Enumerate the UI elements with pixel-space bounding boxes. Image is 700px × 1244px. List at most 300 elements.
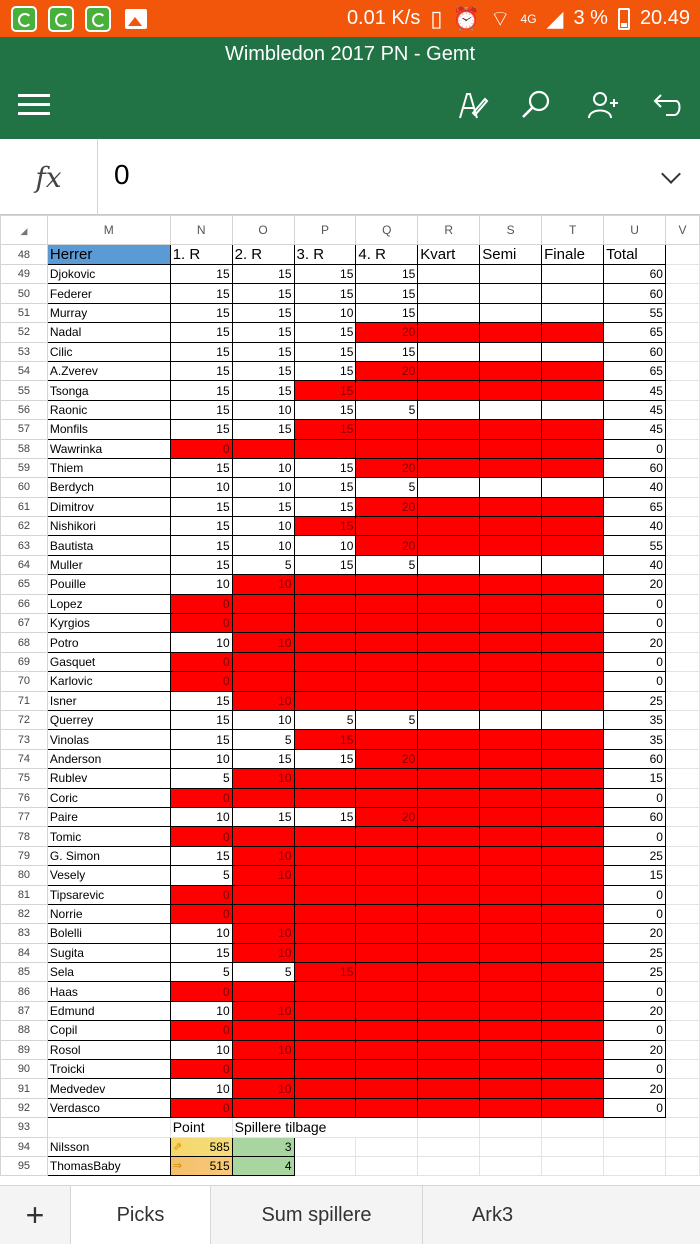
total-cell[interactable]: 45 <box>604 420 666 439</box>
formula-input[interactable]: 0 <box>114 159 130 190</box>
row-number[interactable]: 68 <box>1 633 48 652</box>
score-cell[interactable] <box>542 1001 604 1020</box>
score-cell[interactable]: 10 <box>170 807 232 826</box>
score-cell[interactable] <box>418 381 480 400</box>
score-cell[interactable] <box>480 1040 542 1059</box>
total-cell[interactable]: 15 <box>604 866 666 885</box>
score-cell[interactable] <box>418 555 480 574</box>
player-name-cell[interactable]: Verdasco <box>47 1098 170 1117</box>
empty-cell[interactable] <box>665 807 699 826</box>
score-cell[interactable]: 5 <box>356 555 418 574</box>
header-cell[interactable]: Finale <box>542 245 604 265</box>
score-cell[interactable]: 0 <box>170 982 232 1001</box>
player-name-cell[interactable]: Muller <box>47 555 170 574</box>
header-cell[interactable]: Total <box>604 245 666 265</box>
score-cell[interactable] <box>542 1040 604 1059</box>
row-number[interactable]: 74 <box>1 749 48 768</box>
total-cell[interactable]: 0 <box>604 594 666 613</box>
score-cell[interactable] <box>294 885 356 904</box>
total-cell[interactable]: 65 <box>604 323 666 342</box>
score-cell[interactable]: 15 <box>232 265 294 284</box>
empty-cell[interactable] <box>294 1156 356 1175</box>
empty-cell[interactable] <box>665 342 699 361</box>
score-cell[interactable] <box>356 517 418 536</box>
score-cell[interactable] <box>480 904 542 923</box>
header-cell[interactable]: 4. R <box>356 245 418 265</box>
score-cell[interactable] <box>480 1021 542 1040</box>
score-cell[interactable]: 5 <box>356 400 418 419</box>
score-cell[interactable]: 10 <box>232 478 294 497</box>
score-cell[interactable] <box>542 691 604 710</box>
total-cell[interactable]: 20 <box>604 1040 666 1059</box>
score-cell[interactable] <box>418 827 480 846</box>
score-cell[interactable] <box>542 633 604 652</box>
score-cell[interactable] <box>356 1001 418 1020</box>
score-cell[interactable] <box>480 400 542 419</box>
player-name-cell[interactable]: Berdych <box>47 478 170 497</box>
empty-cell[interactable] <box>604 1118 666 1137</box>
score-cell[interactable] <box>480 458 542 477</box>
share-user-icon[interactable] <box>582 85 622 125</box>
player-name-cell[interactable]: G. Simon <box>47 846 170 865</box>
empty-cell[interactable] <box>665 652 699 671</box>
players-left-cell[interactable]: 4 <box>232 1156 294 1175</box>
score-cell[interactable]: 0 <box>170 1060 232 1079</box>
empty-cell[interactable] <box>665 904 699 923</box>
score-cell[interactable] <box>480 536 542 555</box>
column-header[interactable]: T <box>542 216 604 245</box>
score-cell[interactable]: 5 <box>232 555 294 574</box>
empty-cell[interactable] <box>665 458 699 477</box>
score-cell[interactable] <box>480 633 542 652</box>
column-header[interactable]: N <box>170 216 232 245</box>
player-name-cell[interactable]: Nishikori <box>47 517 170 536</box>
player-name-cell[interactable]: Rublev <box>47 769 170 788</box>
score-cell[interactable]: 10 <box>232 517 294 536</box>
score-cell[interactable] <box>480 575 542 594</box>
empty-cell[interactable] <box>665 788 699 807</box>
empty-cell[interactable] <box>665 1021 699 1040</box>
total-cell[interactable]: 55 <box>604 303 666 322</box>
player-name-cell[interactable]: A.Zverev <box>47 361 170 380</box>
score-cell[interactable] <box>356 866 418 885</box>
empty-cell[interactable] <box>542 1137 604 1156</box>
score-cell[interactable]: 0 <box>170 1098 232 1117</box>
score-cell[interactable] <box>542 323 604 342</box>
score-cell[interactable]: 10 <box>232 866 294 885</box>
row-number[interactable]: 62 <box>1 517 48 536</box>
total-cell[interactable]: 0 <box>604 1098 666 1117</box>
score-cell[interactable] <box>232 1021 294 1040</box>
score-cell[interactable] <box>542 672 604 691</box>
score-cell[interactable] <box>542 1021 604 1040</box>
score-cell[interactable]: 15 <box>232 303 294 322</box>
score-cell[interactable] <box>294 1098 356 1117</box>
edit-icon[interactable] <box>453 85 493 125</box>
score-cell[interactable] <box>418 710 480 729</box>
score-cell[interactable] <box>542 749 604 768</box>
row-number[interactable]: 87 <box>1 1001 48 1020</box>
score-cell[interactable] <box>356 1079 418 1098</box>
score-cell[interactable] <box>418 420 480 439</box>
score-cell[interactable]: 5 <box>170 769 232 788</box>
empty-cell[interactable] <box>665 1001 699 1020</box>
empty-cell[interactable] <box>665 478 699 497</box>
score-cell[interactable] <box>480 284 542 303</box>
score-cell[interactable]: 15 <box>170 846 232 865</box>
player-name-cell[interactable]: Bautista <box>47 536 170 555</box>
player-name-cell[interactable]: Djokovic <box>47 265 170 284</box>
row-number[interactable]: 84 <box>1 943 48 962</box>
row-number[interactable]: 91 <box>1 1079 48 1098</box>
score-cell[interactable]: 15 <box>294 749 356 768</box>
score-cell[interactable]: 10 <box>232 769 294 788</box>
score-cell[interactable]: 15 <box>170 400 232 419</box>
score-cell[interactable] <box>418 807 480 826</box>
score-cell[interactable] <box>418 885 480 904</box>
row-number[interactable]: 75 <box>1 769 48 788</box>
score-cell[interactable] <box>294 769 356 788</box>
row-number[interactable]: 81 <box>1 885 48 904</box>
column-header[interactable]: M <box>47 216 170 245</box>
score-cell[interactable] <box>418 323 480 342</box>
score-cell[interactable] <box>294 982 356 1001</box>
score-cell[interactable]: 15 <box>294 265 356 284</box>
player-name-cell[interactable]: Sugita <box>47 943 170 962</box>
score-cell[interactable] <box>356 381 418 400</box>
empty-cell[interactable] <box>665 885 699 904</box>
empty-cell[interactable] <box>665 1098 699 1117</box>
score-cell[interactable] <box>542 769 604 788</box>
score-cell[interactable] <box>480 497 542 516</box>
score-cell[interactable] <box>294 614 356 633</box>
score-cell[interactable]: 15 <box>294 555 356 574</box>
player-name-cell[interactable]: Bolelli <box>47 924 170 943</box>
score-cell[interactable] <box>418 1040 480 1059</box>
score-cell[interactable]: 10 <box>232 924 294 943</box>
score-cell[interactable] <box>418 672 480 691</box>
score-cell[interactable] <box>232 672 294 691</box>
add-sheet-button[interactable]: + <box>25 1196 45 1233</box>
score-cell[interactable]: 15 <box>232 284 294 303</box>
score-cell[interactable] <box>480 885 542 904</box>
empty-cell[interactable] <box>665 691 699 710</box>
score-cell[interactable]: 15 <box>232 381 294 400</box>
score-cell[interactable]: 15 <box>294 284 356 303</box>
score-cell[interactable] <box>418 575 480 594</box>
empty-cell[interactable] <box>665 1137 699 1156</box>
score-cell[interactable]: 5 <box>170 866 232 885</box>
score-cell[interactable] <box>480 1079 542 1098</box>
empty-cell[interactable] <box>665 1060 699 1079</box>
player-name-cell[interactable]: Cilic <box>47 342 170 361</box>
total-cell[interactable]: 60 <box>604 284 666 303</box>
total-cell[interactable]: 0 <box>604 788 666 807</box>
empty-cell[interactable] <box>665 497 699 516</box>
empty-cell[interactable] <box>47 1118 170 1137</box>
score-cell[interactable]: 10 <box>232 458 294 477</box>
score-cell[interactable] <box>542 381 604 400</box>
row-number[interactable]: 57 <box>1 420 48 439</box>
score-cell[interactable] <box>356 924 418 943</box>
total-cell[interactable]: 35 <box>604 710 666 729</box>
player-name-cell[interactable]: Dimitrov <box>47 497 170 516</box>
score-cell[interactable] <box>294 1040 356 1059</box>
score-cell[interactable]: 10 <box>232 575 294 594</box>
score-cell[interactable] <box>356 846 418 865</box>
score-cell[interactable] <box>480 788 542 807</box>
score-cell[interactable]: 10 <box>232 633 294 652</box>
score-cell[interactable] <box>542 710 604 729</box>
undo-icon[interactable] <box>646 85 686 125</box>
empty-cell[interactable] <box>665 1156 699 1175</box>
empty-cell[interactable] <box>665 943 699 962</box>
total-cell[interactable]: 35 <box>604 730 666 749</box>
score-cell[interactable] <box>542 497 604 516</box>
row-number[interactable]: 70 <box>1 672 48 691</box>
score-cell[interactable] <box>480 303 542 322</box>
score-cell[interactable]: 5 <box>232 963 294 982</box>
score-cell[interactable]: 15 <box>170 323 232 342</box>
header-cell[interactable]: Kvart <box>418 245 480 265</box>
score-cell[interactable] <box>480 265 542 284</box>
score-cell[interactable] <box>542 420 604 439</box>
score-cell[interactable] <box>542 284 604 303</box>
empty-cell[interactable] <box>418 1156 480 1175</box>
score-cell[interactable] <box>356 691 418 710</box>
player-name-cell[interactable]: Tomic <box>47 827 170 846</box>
players-left-cell[interactable]: 3 <box>232 1137 294 1156</box>
score-cell[interactable] <box>418 730 480 749</box>
score-cell[interactable] <box>232 1098 294 1117</box>
player-name-cell[interactable]: Potro <box>47 633 170 652</box>
row-number[interactable]: 67 <box>1 614 48 633</box>
score-cell[interactable] <box>294 652 356 671</box>
score-cell[interactable] <box>418 1098 480 1117</box>
empty-cell[interactable] <box>665 594 699 613</box>
score-cell[interactable]: 5 <box>356 710 418 729</box>
score-cell[interactable] <box>480 982 542 1001</box>
empty-cell[interactable] <box>665 323 699 342</box>
empty-cell[interactable] <box>480 1118 542 1137</box>
total-cell[interactable]: 0 <box>604 827 666 846</box>
empty-cell[interactable] <box>665 769 699 788</box>
score-cell[interactable]: 10 <box>170 575 232 594</box>
score-cell[interactable]: 10 <box>232 1040 294 1059</box>
score-cell[interactable] <box>356 614 418 633</box>
row-number[interactable]: 79 <box>1 846 48 865</box>
header-cell[interactable]: 3. R <box>294 245 356 265</box>
score-cell[interactable] <box>356 1040 418 1059</box>
score-cell[interactable] <box>294 1021 356 1040</box>
score-cell[interactable] <box>418 361 480 380</box>
score-cell[interactable] <box>232 827 294 846</box>
score-cell[interactable] <box>418 943 480 962</box>
score-cell[interactable]: 20 <box>356 807 418 826</box>
total-cell[interactable]: 40 <box>604 517 666 536</box>
point-cell[interactable] <box>170 1137 232 1156</box>
score-cell[interactable] <box>542 342 604 361</box>
player-name-cell[interactable]: Paire <box>47 807 170 826</box>
score-cell[interactable] <box>480 924 542 943</box>
score-cell[interactable] <box>542 807 604 826</box>
score-cell[interactable] <box>480 381 542 400</box>
row-number[interactable]: 66 <box>1 594 48 613</box>
score-cell[interactable] <box>294 827 356 846</box>
score-cell[interactable] <box>356 1060 418 1079</box>
score-cell[interactable] <box>418 749 480 768</box>
row-number[interactable]: 82 <box>1 904 48 923</box>
score-cell[interactable] <box>480 478 542 497</box>
total-cell[interactable]: 60 <box>604 749 666 768</box>
score-cell[interactable] <box>480 866 542 885</box>
total-cell[interactable]: 0 <box>604 672 666 691</box>
score-cell[interactable] <box>356 788 418 807</box>
score-cell[interactable]: 15 <box>232 361 294 380</box>
score-cell[interactable] <box>294 594 356 613</box>
score-cell[interactable] <box>356 575 418 594</box>
score-cell[interactable] <box>356 982 418 1001</box>
score-cell[interactable] <box>294 788 356 807</box>
row-number[interactable]: 60 <box>1 478 48 497</box>
player-name-cell[interactable]: Raonic <box>47 400 170 419</box>
total-cell[interactable]: 25 <box>604 846 666 865</box>
score-cell[interactable] <box>356 420 418 439</box>
score-cell[interactable] <box>542 536 604 555</box>
empty-cell[interactable] <box>665 536 699 555</box>
score-cell[interactable] <box>480 323 542 342</box>
score-cell[interactable] <box>232 885 294 904</box>
total-cell[interactable]: 20 <box>604 1001 666 1020</box>
score-cell[interactable]: 15 <box>170 730 232 749</box>
empty-cell[interactable] <box>665 1040 699 1059</box>
empty-cell[interactable] <box>480 1137 542 1156</box>
score-cell[interactable] <box>480 361 542 380</box>
empty-cell[interactable] <box>665 672 699 691</box>
empty-cell[interactable] <box>665 749 699 768</box>
player-name-cell[interactable]: Tipsarevic <box>47 885 170 904</box>
score-cell[interactable] <box>294 866 356 885</box>
row-number[interactable]: 52 <box>1 323 48 342</box>
score-cell[interactable] <box>542 439 604 458</box>
score-cell[interactable]: 0 <box>170 672 232 691</box>
score-cell[interactable] <box>542 1079 604 1098</box>
score-cell[interactable] <box>418 517 480 536</box>
score-cell[interactable] <box>232 1060 294 1079</box>
score-cell[interactable]: 15 <box>294 497 356 516</box>
score-cell[interactable] <box>294 846 356 865</box>
total-cell[interactable]: 20 <box>604 633 666 652</box>
player-name-cell[interactable]: Lopez <box>47 594 170 613</box>
column-header[interactable]: Q <box>356 216 418 245</box>
player-name-cell[interactable]: Medvedev <box>47 1079 170 1098</box>
empty-cell[interactable] <box>356 1156 418 1175</box>
total-cell[interactable]: 40 <box>604 478 666 497</box>
score-cell[interactable] <box>232 614 294 633</box>
score-cell[interactable] <box>418 769 480 788</box>
score-cell[interactable] <box>418 303 480 322</box>
score-cell[interactable] <box>294 439 356 458</box>
score-cell[interactable] <box>542 614 604 633</box>
row-number[interactable]: 86 <box>1 982 48 1001</box>
score-cell[interactable]: 0 <box>170 614 232 633</box>
score-cell[interactable] <box>418 1001 480 1020</box>
score-cell[interactable]: 5 <box>294 710 356 729</box>
empty-cell[interactable] <box>665 1079 699 1098</box>
score-cell[interactable] <box>418 536 480 555</box>
score-cell[interactable]: 15 <box>294 361 356 380</box>
column-header[interactable]: P <box>294 216 356 245</box>
score-cell[interactable] <box>542 963 604 982</box>
empty-cell[interactable] <box>665 730 699 749</box>
score-cell[interactable]: 15 <box>356 342 418 361</box>
score-cell[interactable] <box>418 1079 480 1098</box>
total-cell[interactable]: 0 <box>604 904 666 923</box>
score-cell[interactable] <box>480 420 542 439</box>
score-cell[interactable] <box>356 769 418 788</box>
column-header[interactable]: U <box>604 216 666 245</box>
score-cell[interactable]: 15 <box>170 342 232 361</box>
score-cell[interactable] <box>418 1021 480 1040</box>
score-cell[interactable] <box>542 827 604 846</box>
score-cell[interactable]: 15 <box>170 284 232 303</box>
score-cell[interactable]: 15 <box>294 420 356 439</box>
score-cell[interactable]: 15 <box>170 265 232 284</box>
score-cell[interactable] <box>480 846 542 865</box>
score-cell[interactable]: 5 <box>356 478 418 497</box>
player-name-cell[interactable]: Rosol <box>47 1040 170 1059</box>
score-cell[interactable] <box>418 439 480 458</box>
participant-name-cell[interactable]: Nilsson <box>47 1137 170 1156</box>
empty-cell[interactable] <box>665 517 699 536</box>
score-cell[interactable]: 0 <box>170 1021 232 1040</box>
score-cell[interactable] <box>480 807 542 826</box>
empty-cell[interactable] <box>665 284 699 303</box>
empty-cell[interactable] <box>665 303 699 322</box>
score-cell[interactable] <box>356 730 418 749</box>
row-number[interactable]: 50 <box>1 284 48 303</box>
score-cell[interactable]: 15 <box>170 943 232 962</box>
score-cell[interactable] <box>480 672 542 691</box>
score-cell[interactable] <box>356 439 418 458</box>
empty-cell[interactable] <box>665 381 699 400</box>
row-number[interactable]: 55 <box>1 381 48 400</box>
empty-cell[interactable] <box>665 400 699 419</box>
score-cell[interactable]: 15 <box>356 284 418 303</box>
score-cell[interactable]: 15 <box>294 323 356 342</box>
score-cell[interactable] <box>418 478 480 497</box>
score-cell[interactable] <box>418 982 480 1001</box>
menu-icon[interactable] <box>14 85 54 125</box>
column-header[interactable]: V <box>665 216 699 245</box>
row-number[interactable]: 94 <box>1 1137 48 1156</box>
score-cell[interactable] <box>418 652 480 671</box>
score-cell[interactable]: 10 <box>170 749 232 768</box>
spreadsheet-grid[interactable] <box>0 215 700 1185</box>
tab-picks[interactable]: Picks <box>70 1186 210 1244</box>
score-cell[interactable] <box>542 594 604 613</box>
score-cell[interactable] <box>294 672 356 691</box>
empty-cell[interactable] <box>480 1156 542 1175</box>
score-cell[interactable] <box>480 555 542 574</box>
player-name-cell[interactable]: Coric <box>47 788 170 807</box>
score-cell[interactable] <box>542 943 604 962</box>
row-number[interactable]: 54 <box>1 361 48 380</box>
empty-cell[interactable] <box>665 361 699 380</box>
empty-cell[interactable] <box>665 866 699 885</box>
empty-cell[interactable] <box>665 710 699 729</box>
score-cell[interactable]: 20 <box>356 323 418 342</box>
